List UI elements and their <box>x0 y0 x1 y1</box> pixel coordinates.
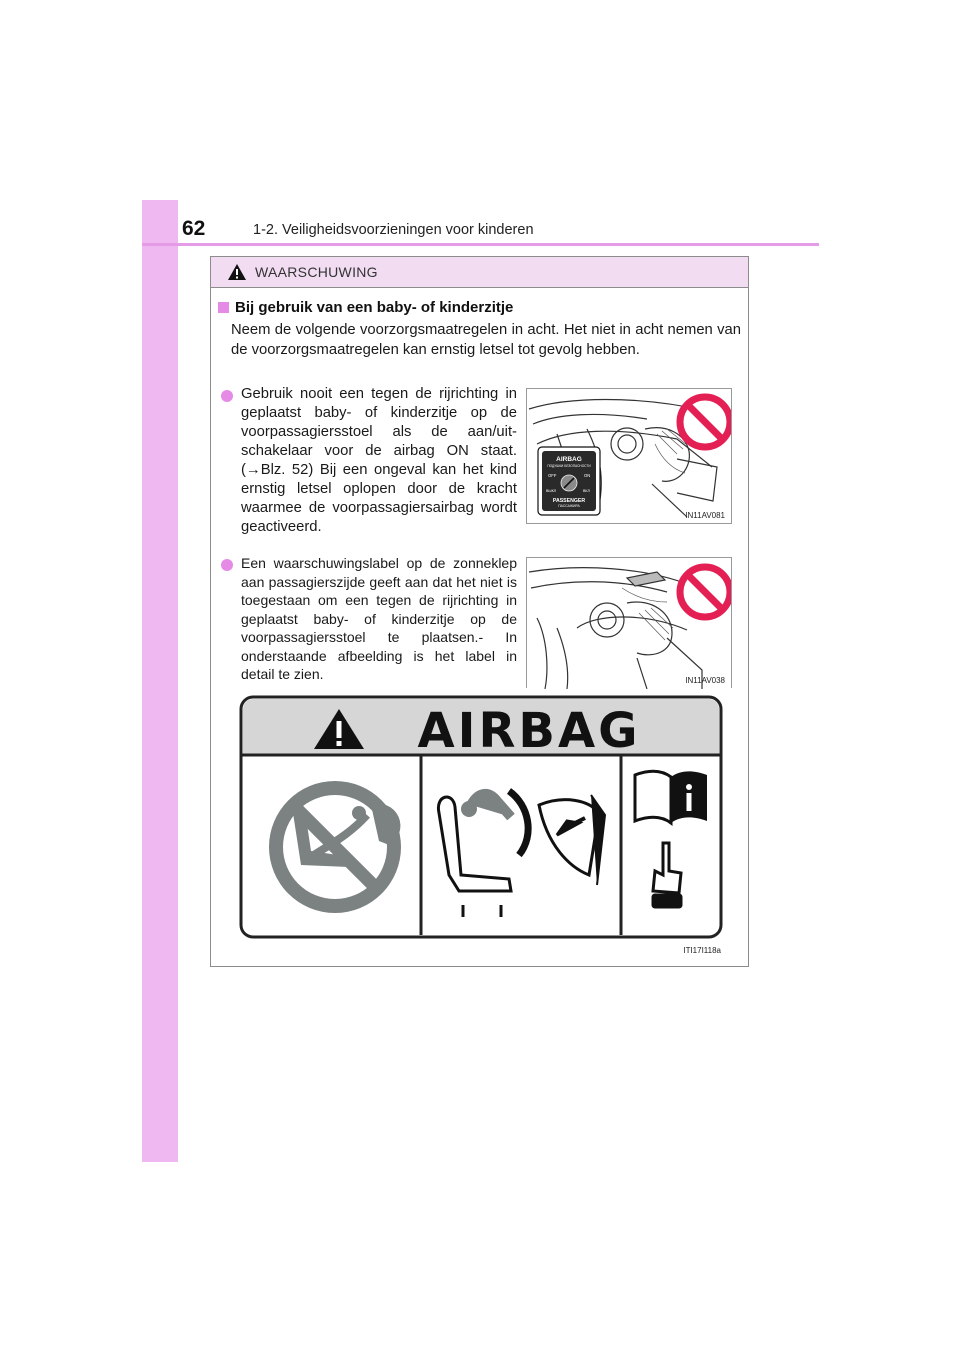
warning-box <box>210 256 749 967</box>
figure-sunvisor-label <box>526 557 732 688</box>
switch-passenger: PASSENGER <box>552 498 586 504</box>
airbag-switch-panel <box>538 447 600 515</box>
warning-heading-text: Bij gebruik van een baby- of kinderzitje <box>235 299 514 316</box>
switch-on-local: ВКЛ <box>583 489 590 493</box>
warning-item-text: Gebruik nooit een tegen de rijrichting in geplaatst baby- of kinderzitje op de voorpassagiersstoel als de aan/uit-schakelaar voor de airbag ON staat. (→Blz. 52) Bij een ongeval kan het kind ernstig letsel oplopen door de kracht waarmee de voorpassagiersairbag wordt geactiveerd. <box>241 386 517 535</box>
switch-subtitle: ПОДУШКИ БЕЗОПАСНОСТИ <box>547 464 591 468</box>
label-title: AIRBAG <box>417 703 641 759</box>
round-bullet-icon <box>221 390 233 402</box>
no-rear-facing-seat-icon <box>269 781 401 913</box>
round-bullet-icon <box>221 559 233 571</box>
page-number: 62 <box>182 217 206 240</box>
warning-item <box>221 554 517 684</box>
prohibited-icon <box>680 397 730 447</box>
figure-airbag-switch <box>526 388 732 524</box>
figure-code: IN11AV038 <box>685 676 725 685</box>
warning-item-text: Een waarschuwingslabel op de zonneklep aan passagierszijde geeft aan dat het niet is toegestaan om een tegen de rijrichting in geplaatst baby- of kinderzitje op de voorpassagiersstoel te plaatsen.- In onderstaande afbeelding is het label in detail te zien. <box>241 555 517 682</box>
header-rule <box>142 243 819 246</box>
warning-item <box>221 385 517 537</box>
switch-off: OFF <box>548 473 557 478</box>
switch-off-local: ВЫКЛ <box>546 489 557 493</box>
figure-code: ITI17I118a <box>683 946 721 955</box>
switch-title: AIRBAG <box>556 456 582 463</box>
square-bullet-icon <box>218 302 229 313</box>
figure-code: IN11AV081 <box>685 511 725 520</box>
cabin-airbag-illustration <box>527 558 731 689</box>
switch-passenger-local: ПАССАЖИРА <box>558 504 580 508</box>
dashboard-switch-illustration <box>527 389 731 523</box>
warning-intro: Neem de volgende voorzorgsmaatregelen in acht. Het niet in acht nemen van de voorzorgsmaatregelen kan ernstig letsel tot gevolg hebben. <box>231 322 741 358</box>
warning-header <box>211 257 748 288</box>
airbag-warning-label <box>239 695 725 943</box>
switch-on: ON <box>584 473 591 478</box>
side-tab-strip <box>142 200 178 1162</box>
airbag-warning-label-figure <box>239 695 725 955</box>
warning-triangle-icon <box>227 263 247 281</box>
prohibited-icon <box>680 567 730 617</box>
warning-label: WAARSCHUWING <box>255 264 378 280</box>
section-title: 1-2. Veiligheidsvoorzieningen voor kinderen <box>253 222 534 238</box>
warning-heading <box>218 299 513 316</box>
